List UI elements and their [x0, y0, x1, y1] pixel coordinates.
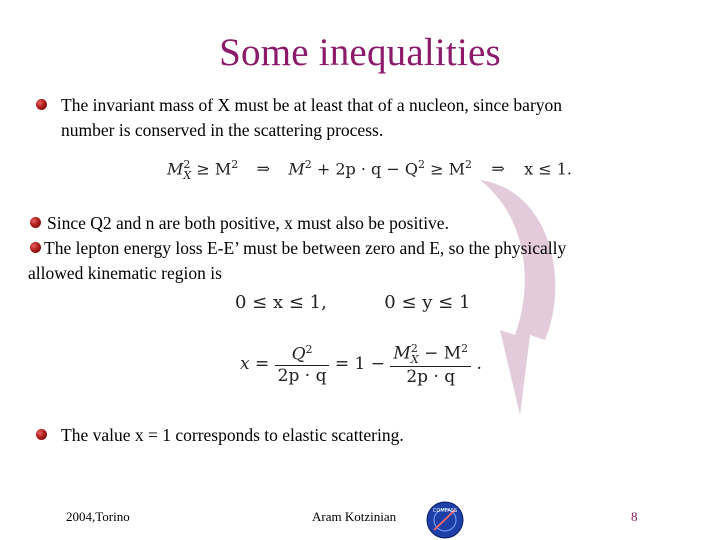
curved-arrow-icon	[470, 170, 580, 430]
compass-logo-icon	[425, 500, 465, 540]
bullet-text-1: The invariant mass of X must be at least that of a nucleon, since baryon	[61, 95, 563, 115]
bullet-text-2: Since Q2 and n are both positive, x must also be positive.	[47, 213, 449, 233]
bullet-text-1-continued: number is conserved in the scattering process.	[61, 120, 384, 140]
bullet-text-4: The value x = 1 corresponds to elastic scattering.	[61, 425, 404, 445]
bullet-text-3: The lepton energy loss E-E’ must be between zero and E, so the physically	[44, 238, 567, 258]
bullet-icon	[30, 242, 41, 253]
bullet-text-3-continued: allowed kinematic region is	[28, 263, 222, 283]
bullet-icon	[36, 429, 47, 440]
footer-author: Aram Kotzinian	[312, 509, 397, 524]
logo-text: COMPASS	[432, 508, 458, 514]
equation-bjorken-x: x = $\frac{Q^2}{2p \cdot q}$ = 1 − $\frac{M^2_X - M^2}{2p \cdot q}$ .	[240, 342, 482, 388]
footer-left: 2004,Torino	[66, 509, 130, 524]
bullet-icon	[30, 217, 41, 228]
slide-title: Some inequalities	[219, 31, 501, 74]
equation-mass-inequality: $M^2_X \ge M^2$ ⇒ $M^2 + 2p \cdot q - Q^2 \ge M^2$ ⇒ x ≤ 1.	[167, 158, 573, 182]
equation-kinematic-region: 0 ≤ x ≤ 1, 0 ≤ y ≤ 1	[235, 292, 471, 313]
bullet-icon	[36, 99, 47, 110]
page-number: 8	[631, 509, 638, 524]
